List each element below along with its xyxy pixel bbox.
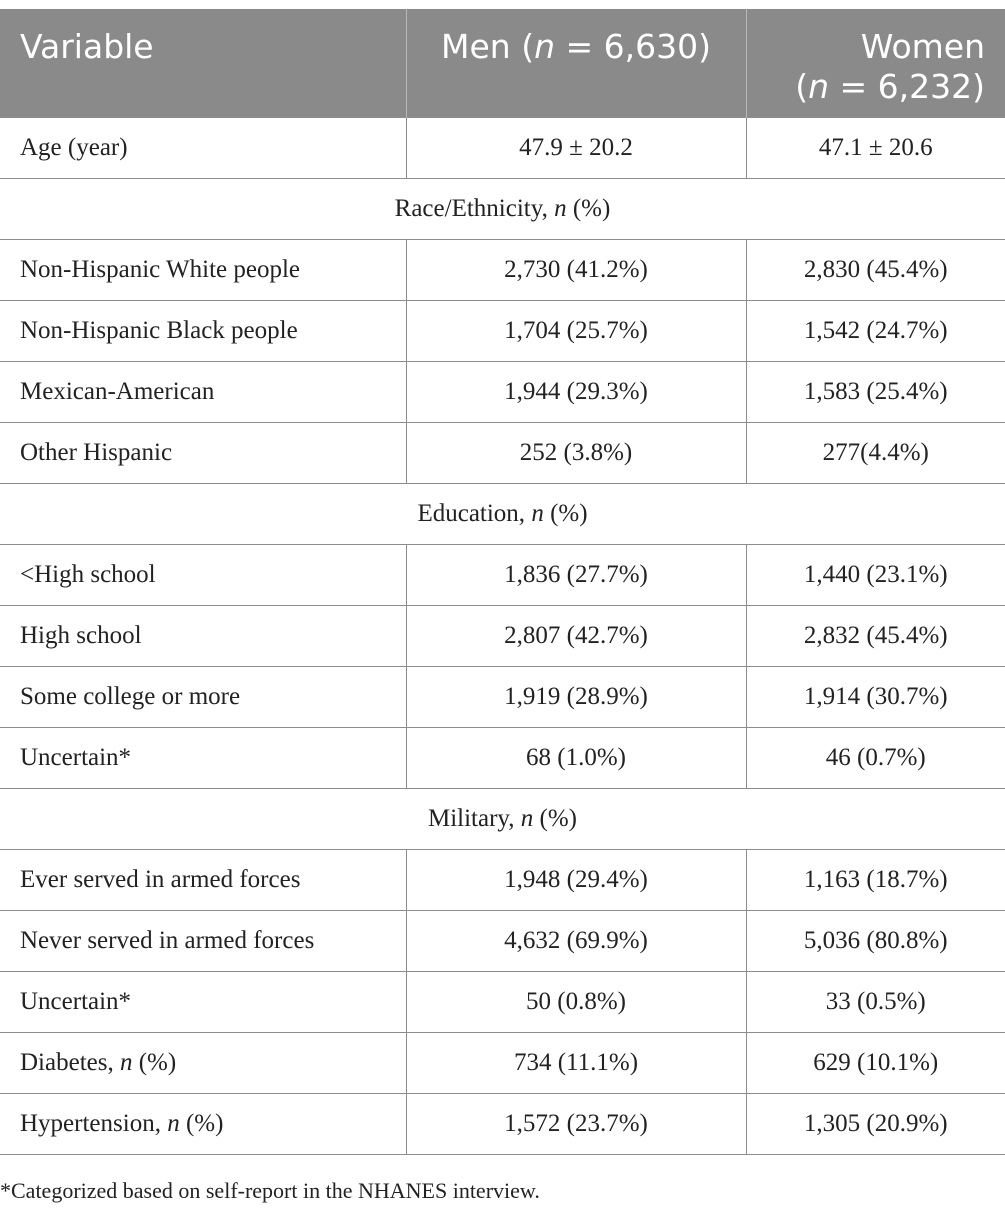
label-n: n xyxy=(119,1049,133,1076)
men-value: 50 (0.8%) xyxy=(406,972,746,1033)
section-heading xyxy=(0,179,1005,240)
men-value: 47.9 ± 20.2 xyxy=(406,118,746,179)
header-row xyxy=(0,9,1005,118)
men-value: 1,948 (29.4%) xyxy=(406,850,746,911)
row-label: Uncertain* xyxy=(0,728,406,789)
section-suffix: (%) xyxy=(533,805,578,832)
row-label: Some college or more xyxy=(0,667,406,728)
row-label: Ever served in armed forces xyxy=(0,850,406,911)
demographics-table-container xyxy=(0,9,1005,1155)
women-value: 47.1 ± 20.6 xyxy=(746,118,1005,179)
section-prefix: Race/Ethnicity, xyxy=(394,195,555,222)
header-men-suffix: = 6,630) xyxy=(555,27,711,66)
women-value: 1,542 (24.7%) xyxy=(746,301,1005,362)
men-value: 2,807 (42.7%) xyxy=(406,606,746,667)
row-label: Mexican-American xyxy=(0,362,406,423)
women-value: 1,163 (18.7%) xyxy=(746,850,1005,911)
section-suffix: (%) xyxy=(566,195,611,222)
men-value: 4,632 (69.9%) xyxy=(406,911,746,972)
men-value: 68 (1.0%) xyxy=(406,728,746,789)
women-value: 1,440 (23.1%) xyxy=(746,545,1005,606)
section-row-race xyxy=(0,179,1005,240)
men-value: 1,704 (25.7%) xyxy=(406,301,746,362)
women-value: 46 (0.7%) xyxy=(746,728,1005,789)
header-women-prefix: ( xyxy=(795,67,809,106)
row-label: Other Hispanic xyxy=(0,423,406,484)
row-label: <High school xyxy=(0,545,406,606)
header-men-prefix: Men ( xyxy=(441,27,535,66)
label-suffix: (%) xyxy=(179,1110,224,1137)
table-row xyxy=(0,1033,1005,1094)
section-heading xyxy=(0,789,1005,850)
header-variable-text: Variable xyxy=(20,27,154,66)
demographics-table xyxy=(0,9,1005,1155)
women-value: 1,583 (25.4%) xyxy=(746,362,1005,423)
row-label xyxy=(0,1033,406,1094)
row-label: Non-Hispanic White people xyxy=(0,240,406,301)
section-row-military xyxy=(0,789,1005,850)
section-suffix: (%) xyxy=(543,500,588,527)
header-men xyxy=(406,9,746,118)
section-row-education xyxy=(0,484,1005,545)
table-footnote: *Categorized based on self-report in the NHANES interview. xyxy=(0,1178,540,1203)
men-value: 1,836 (27.7%) xyxy=(406,545,746,606)
header-women-suffix: = 6,232) xyxy=(829,67,985,106)
label-prefix: Diabetes, xyxy=(20,1049,120,1076)
label-n: n xyxy=(167,1110,180,1137)
women-value: 629 (10.1%) xyxy=(746,1033,1005,1094)
men-value: 1,572 (23.7%) xyxy=(406,1094,746,1155)
men-value: 734 (11.1%) xyxy=(406,1033,746,1094)
section-prefix: Military, xyxy=(427,805,521,832)
table-row xyxy=(0,667,1005,728)
table-row xyxy=(0,606,1005,667)
women-value: 1,914 (30.7%) xyxy=(746,667,1005,728)
table-row xyxy=(0,118,1005,179)
women-value: 2,830 (45.4%) xyxy=(746,240,1005,301)
header-women-n: n xyxy=(808,67,830,106)
table-row xyxy=(0,423,1005,484)
table-row xyxy=(0,850,1005,911)
men-value: 1,944 (29.3%) xyxy=(406,362,746,423)
women-value: 1,305 (20.9%) xyxy=(746,1094,1005,1155)
table-row xyxy=(0,1094,1005,1155)
women-value: 277(4.4%) xyxy=(746,423,1005,484)
women-value: 2,832 (45.4%) xyxy=(746,606,1005,667)
women-value: 5,036 (80.8%) xyxy=(746,911,1005,972)
table-row xyxy=(0,362,1005,423)
row-label: Non-Hispanic Black people xyxy=(0,301,406,362)
women-value: 33 (0.5%) xyxy=(746,972,1005,1033)
table-row xyxy=(0,240,1005,301)
table-row xyxy=(0,301,1005,362)
row-label: Uncertain* xyxy=(0,972,406,1033)
section-heading xyxy=(0,484,1005,545)
section-n: n xyxy=(531,500,544,527)
table-row xyxy=(0,972,1005,1033)
section-n: n xyxy=(520,805,534,832)
header-men-n: n xyxy=(534,27,555,66)
table-row xyxy=(0,728,1005,789)
table-row xyxy=(0,545,1005,606)
section-prefix: Education, xyxy=(417,500,532,527)
row-label: High school xyxy=(0,606,406,667)
header-variable xyxy=(0,9,406,118)
label-prefix: Hypertension, xyxy=(20,1110,168,1137)
section-n: n xyxy=(554,195,567,222)
men-value: 252 (3.8%) xyxy=(406,423,746,484)
table-row xyxy=(0,911,1005,972)
row-label: Age (year) xyxy=(0,118,406,179)
men-value: 2,730 (41.2%) xyxy=(406,240,746,301)
men-value: 1,919 (28.9%) xyxy=(406,667,746,728)
label-suffix: (%) xyxy=(132,1049,177,1076)
header-women xyxy=(746,9,1005,118)
row-label xyxy=(0,1094,406,1155)
row-label: Never served in armed forces xyxy=(0,911,406,972)
header-women-title: Women xyxy=(860,27,985,66)
